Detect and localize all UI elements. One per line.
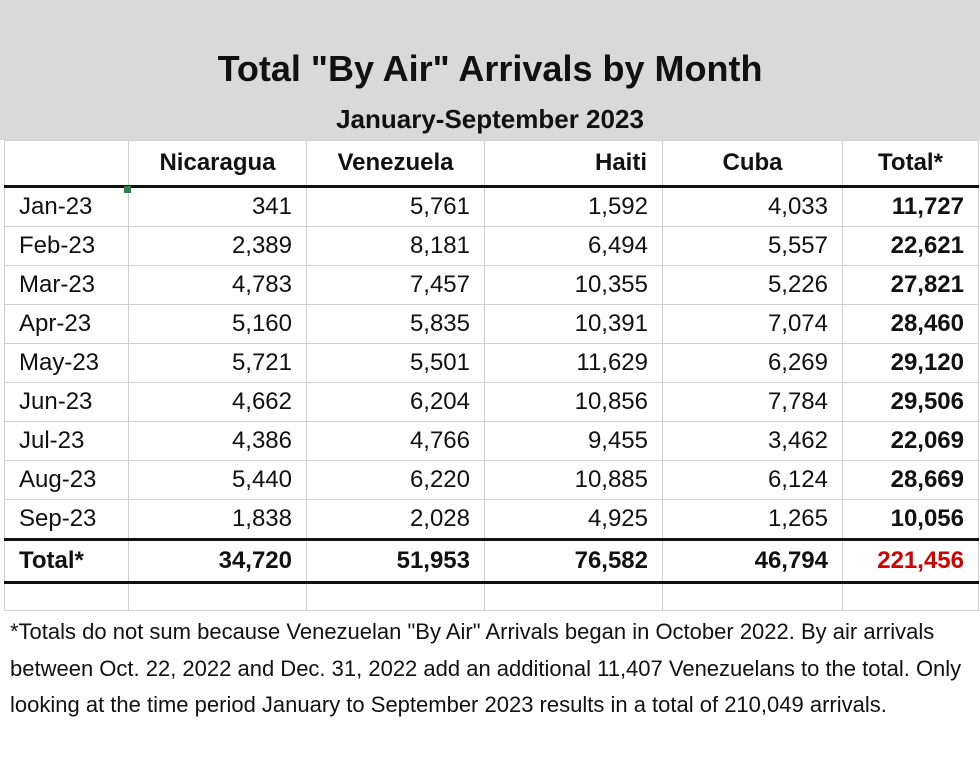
cell-haiti: 10,355: [485, 266, 663, 305]
table-row: [5, 266, 979, 305]
row-month: Apr-23: [5, 305, 129, 344]
footnote: *Totals do not sum because Venezuelan "By Air" Arrivals began in October 2022. By air arrivals between Oct. 22, 2022 and Dec. 31, 2022 add an additional 11,407 Venezuelans to the total. Only looking at the time period January to September 2023 results in a total of 210,049 arrivals.: [10, 619, 962, 717]
totals-row: [5, 540, 979, 583]
table-row: [5, 383, 979, 422]
cell-cuba: 7,074: [663, 305, 843, 344]
cell-haiti: 4,925: [485, 500, 663, 540]
cell-haiti: 1,592: [485, 187, 663, 227]
cell-nicaragua: 5,160: [129, 305, 307, 344]
row-month: Sep-23: [5, 500, 129, 540]
cell-venezuela: 5,761: [307, 187, 485, 227]
total-haiti: 76,582: [485, 540, 663, 583]
empty-cell: [485, 583, 663, 611]
cell-cuba: 7,784: [663, 383, 843, 422]
cell-nicaragua: 5,721: [129, 344, 307, 383]
header-cell-haiti: Haiti: [485, 141, 663, 187]
title-banner: [0, 0, 980, 140]
cell-nicaragua: 1,838: [129, 500, 307, 540]
cell-venezuela: 6,220: [307, 461, 485, 500]
table-subtitle: January-September 2023: [336, 104, 644, 134]
cell-venezuela: 4,766: [307, 422, 485, 461]
row-month: Feb-23: [5, 227, 129, 266]
total-nicaragua: 34,720: [129, 540, 307, 583]
grand-total: 221,456: [843, 540, 979, 583]
arrivals-table: [4, 140, 979, 611]
row-month: Jan-23: [5, 187, 129, 227]
table-row: [5, 187, 979, 227]
empty-row: [5, 583, 979, 611]
row-month: Aug-23: [5, 461, 129, 500]
cell-cuba: 6,269: [663, 344, 843, 383]
cell-venezuela: 6,204: [307, 383, 485, 422]
empty-cell: [307, 583, 485, 611]
cell-haiti: 10,391: [485, 305, 663, 344]
cell-row-total: 29,506: [843, 383, 979, 422]
table-title: Total "By Air" Arrivals by Month: [217, 48, 763, 89]
cell-venezuela: 5,501: [307, 344, 485, 383]
cell-row-total: 28,460: [843, 305, 979, 344]
totals-label: Total*: [5, 540, 129, 583]
empty-cell: [5, 583, 129, 611]
total-venezuela: 51,953: [307, 540, 485, 583]
cell-haiti: 10,885: [485, 461, 663, 500]
cell-nicaragua: 4,386: [129, 422, 307, 461]
header-cell-month[interactable]: [5, 141, 129, 187]
cell-row-total: 28,669: [843, 461, 979, 500]
table-row: [5, 500, 979, 540]
header-cell-cuba: Cuba: [663, 141, 843, 187]
cell-venezuela: 2,028: [307, 500, 485, 540]
row-month: May-23: [5, 344, 129, 383]
cell-cuba: 4,033: [663, 187, 843, 227]
cell-cuba: 3,462: [663, 422, 843, 461]
row-month: Jun-23: [5, 383, 129, 422]
cell-nicaragua: 2,389: [129, 227, 307, 266]
row-month: Jul-23: [5, 422, 129, 461]
table-row: [5, 461, 979, 500]
cell-venezuela: 5,835: [307, 305, 485, 344]
cell-row-total: 11,727: [843, 187, 979, 227]
cell-cuba: 1,265: [663, 500, 843, 540]
cell-haiti: 6,494: [485, 227, 663, 266]
cell-cuba: 6,124: [663, 461, 843, 500]
total-cuba: 46,794: [663, 540, 843, 583]
header-row: [5, 141, 979, 187]
header-cell-total: Total*: [843, 141, 979, 187]
cell-row-total: 29,120: [843, 344, 979, 383]
cell-cuba: 5,557: [663, 227, 843, 266]
selection-fill-handle[interactable]: [124, 186, 131, 193]
row-month: Mar-23: [5, 266, 129, 305]
table-row: [5, 305, 979, 344]
table-row: [5, 344, 979, 383]
cell-haiti: 9,455: [485, 422, 663, 461]
cell-venezuela: 8,181: [307, 227, 485, 266]
cell-row-total: 27,821: [843, 266, 979, 305]
cell-nicaragua: 341: [129, 187, 307, 227]
table-row: [5, 227, 979, 266]
cell-cuba: 5,226: [663, 266, 843, 305]
cell-haiti: 11,629: [485, 344, 663, 383]
empty-cell: [663, 583, 843, 611]
cell-nicaragua: 4,783: [129, 266, 307, 305]
cell-row-total: 22,621: [843, 227, 979, 266]
empty-cell: [129, 583, 307, 611]
cell-haiti: 10,856: [485, 383, 663, 422]
table-row: [5, 422, 979, 461]
header-cell-venezuela: Venezuela: [307, 141, 485, 187]
empty-cell: [843, 583, 979, 611]
cell-nicaragua: 4,662: [129, 383, 307, 422]
header-cell-nicaragua: Nicaragua: [129, 141, 307, 187]
cell-row-total: 22,069: [843, 422, 979, 461]
cell-row-total: 10,056: [843, 500, 979, 540]
cell-nicaragua: 5,440: [129, 461, 307, 500]
cell-venezuela: 7,457: [307, 266, 485, 305]
